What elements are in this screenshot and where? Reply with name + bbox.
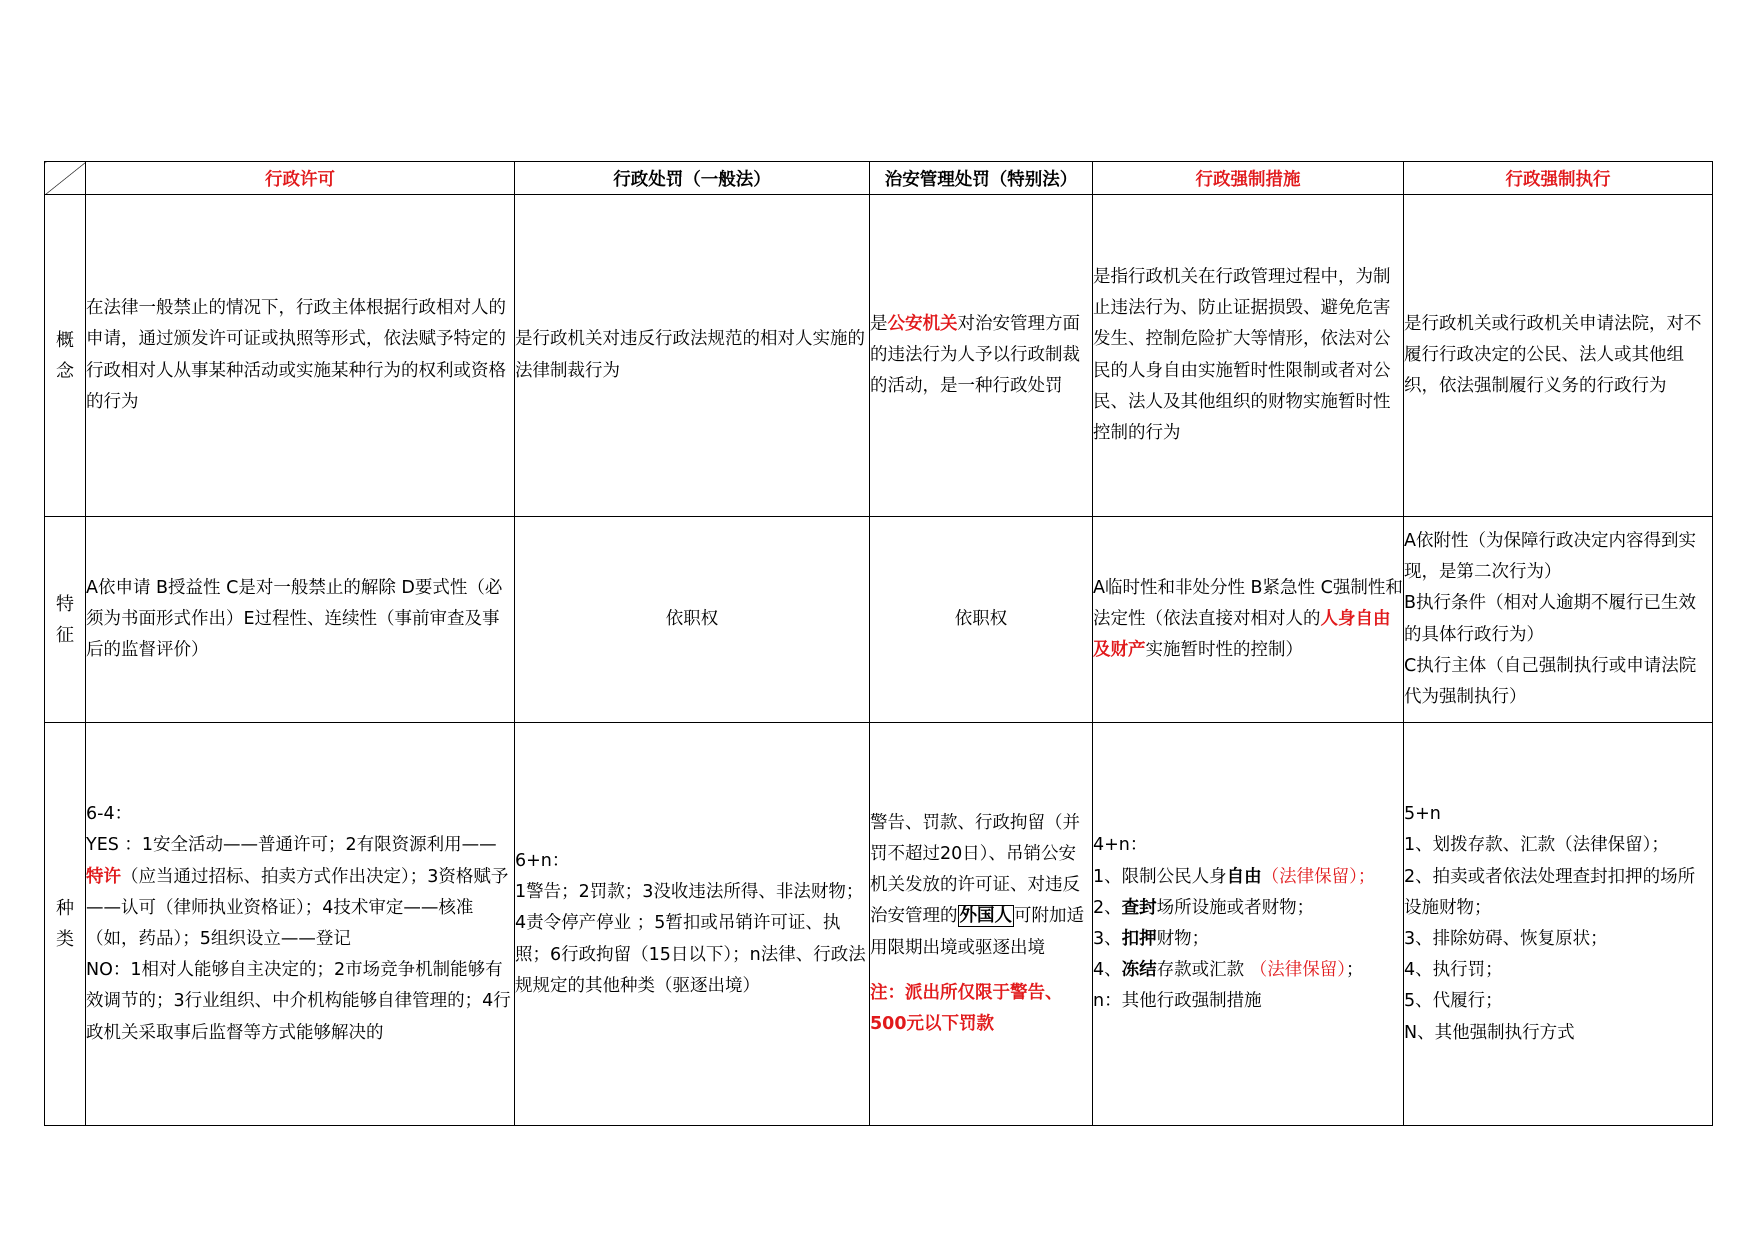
concept-public-security-penalty: 是公安机关对治安管理方面的违法行为人予以行政制裁的活动，是一种行政处罚 bbox=[870, 195, 1093, 517]
feature-coercive-measures: A临时性和非处分性 B紧急性 C强制性和法定性（依法直接对相对人的人身自由及财产实施暂时性的控制） bbox=[1093, 517, 1404, 723]
row-label-types: 种 类 bbox=[45, 723, 86, 1126]
header-public-security-penalty: 治安管理处罚（特别法） bbox=[870, 162, 1093, 195]
row-label-concept: 概 念 bbox=[45, 195, 86, 517]
types-enforcement: 5+n 1、划拨存款、汇款（法律保留）； 2、拍卖或者依法处理查封扣押的场所设施财物； 3、排除妨碍、恢复原状； 4、执行罚； 5、代履行； N、其他强制执行方式 bbox=[1404, 723, 1713, 1126]
header-admin-license: 行政许可 bbox=[86, 162, 515, 195]
types-penalty: 6+n： 1警告；2罚款；3没收违法所得、非法财物；4责令停产停业 ；5暂扣或吊销许可证、执照；6行政拘留（15日以下）；n法律、行政法规规定的其他种类（驱逐出境） bbox=[515, 723, 870, 1126]
comparison-table bbox=[44, 161, 1713, 1126]
police-station-note: 注：派出所仅限于警告、500元以下罚款 bbox=[870, 982, 1063, 1034]
header-admin-coercive-measures: 行政强制措施 bbox=[1093, 162, 1404, 195]
concept-license: 在法律一般禁止的情况下，行政主体根据行政相对人的申请，通过颁发许可证或执照等形式，依法赋予特定的行政相对人从事某种活动或实施某种行为的权利或资格的行为 bbox=[86, 195, 515, 517]
row-label-feature: 特 征 bbox=[45, 517, 86, 723]
header-row bbox=[45, 162, 1713, 195]
header-admin-enforcement: 行政强制执行 bbox=[1404, 162, 1713, 195]
foreigner-boxed-text: 外国人 bbox=[959, 906, 1012, 927]
header-admin-penalty: 行政处罚（一般法） bbox=[515, 162, 870, 195]
feature-enforcement: A依附性（为保障行政决定内容得到实现，是第二次行为） B执行条件（相对人逾期不履行已生效的具体行政行为） C执行主体（自己强制执行或申请法院代为强制执行） bbox=[1404, 517, 1713, 723]
feature-penalty: 依职权 bbox=[515, 517, 870, 723]
concept-row bbox=[45, 195, 1713, 517]
types-license: 6-4： YES ：1安全活动——普通许可；2有限资源利用——特许（应当通过招标、拍卖方式作出决定）；3资格赋予——认可（律师执业资格证）；4技术审定——核准（如，药品）；5组织设立——登记 NO：1相对人能够自主决定的；2市场竞争机制能够有效调节的；3行业组织、中介机构能够自律管理的；4行政机关采取事后监督等方式能够解决的 bbox=[86, 723, 515, 1126]
types-row bbox=[45, 723, 1713, 1126]
feature-public-security-penalty: 依职权 bbox=[870, 517, 1093, 723]
types-public-security-penalty: 警告、罚款、行政拘留（并罚不超过20日）、吊销公安机关发放的许可证、对违反治安管理的 外国人 可附加适用限期出境或驱逐出境 注：派出所仅限于警告、500元以下罚款 bbox=[870, 723, 1093, 1126]
feature-license: A依申请 B授益性 C是对一般禁止的解除 D要式性（必须为书面形式作出）E过程性、连续性（事前审查及事后的监督评价） bbox=[86, 517, 515, 723]
concept-coercive-measures: 是指行政机关在行政管理过程中，为制止违法行为、防止证据损毁、避免危害发生、控制危险扩大等情形，依法对公民的人身自由实施暂时性限制或者对公民、法人及其他组织的财物实施暂时性控制的行为 bbox=[1093, 195, 1404, 517]
concept-enforcement: 是行政机关或行政机关申请法院，对不履行行政决定的公民、法人或其他组织，依法强制履行义务的行政行为 bbox=[1404, 195, 1713, 517]
corner-diagonal-cell bbox=[45, 162, 86, 195]
types-coercive-measures: 4+n： 1、限制公民人身自由（法律保留）；2、查封场所设施或者财物； 3、扣押财物； 4、冻结存款或汇款 （法律保留）； n：其他行政强制措施 bbox=[1093, 723, 1404, 1126]
concept-penalty: 是行政机关对违反行政法规范的相对人实施的法律制裁行为 bbox=[515, 195, 870, 517]
feature-row bbox=[45, 517, 1713, 723]
